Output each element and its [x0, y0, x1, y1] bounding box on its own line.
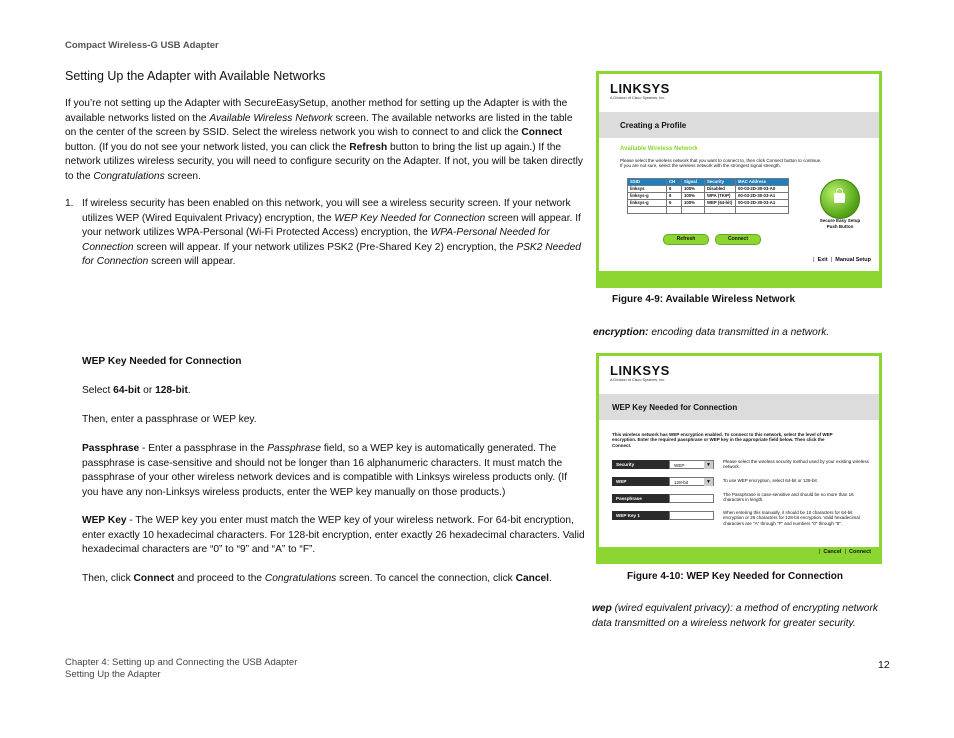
glossary-wep: wep (wired equivalent privacy): a method of encrypting network data transmitted on a wireless network for greater security.: [592, 603, 878, 629]
screen-instructions: This wireless network has WEP encryption enabled. To connect to this network, select the level of WEP encryption. Enter the required passphrase or WEP key in the appropriate field below. Then click the Connect.: [612, 432, 833, 448]
document-header: Compact Wireless-G USB Adapter: [65, 40, 219, 51]
security-label: Security: [612, 460, 669, 469]
lock-icon: [834, 193, 845, 203]
intro-paragraph: If you’re not setting up the Adapter with SecureEasySetup, another method for setting up the Adapter is with the available networks listed on the Available Wireless Network screen. The available networks are listed in the table on the center of the screen by SSID. Select the wireless network you wish to connect to and click the Connect button. (If you do not see your network listed, you can click the Refresh button to bring the list up again.) If the network utilizes wireless security, you will need to configure security on the Adapter. If not, you will be taken directly to the Congratulations screen.: [65, 98, 583, 182]
security-select[interactable]: WEP ▼: [669, 460, 714, 469]
title-band: [599, 394, 879, 420]
glossary-encryption: encryption: encoding data transmitted in a network.: [593, 327, 830, 338]
ses-label: Secure Easy Setup Push Button: [819, 218, 861, 229]
table-row[interactable]: linksys-g 6 100% WPA (TKIP) 00-03-2D-30-03-A1: [628, 193, 789, 200]
passphrase-label: Passphrase: [612, 494, 669, 503]
figure-caption: Figure 4-10: WEP Key Needed for Connection: [627, 571, 843, 582]
chevron-down-icon: ▼: [704, 478, 713, 486]
wep-key-input[interactable]: [669, 511, 714, 520]
chevron-down-icon: ▼: [704, 461, 713, 469]
section-title: Setting Up the Adapter with Available Networks: [65, 69, 326, 83]
footer-links: | Cancel | Connect: [818, 549, 871, 555]
table-row[interactable]: linksys-g 6 100% WEP (64-bit) 00-03-2D-30-03-A1: [628, 200, 789, 207]
connect-instruction: Then, click Connect and proceed to the Congratulations screen. To cancel the connection, click Cancel.: [82, 573, 552, 584]
screen-title: WEP Key Needed for Connection: [612, 403, 738, 412]
footer-links: | Exit | Manual Setup: [813, 257, 871, 263]
column-header: SSID: [628, 179, 667, 186]
wep-heading: WEP Key Needed for Connection: [82, 356, 242, 367]
column-header: Signal: [682, 179, 705, 186]
passphrase-input[interactable]: [669, 494, 714, 503]
connect-link[interactable]: Connect: [849, 549, 871, 555]
cancel-link[interactable]: Cancel: [823, 549, 842, 555]
help-wep-key: When entering this manually, it should be 10 characters for 64-bit encryption or 26 characters for 128-bit encryption. Valid hexadecimal characters are "A" through "F" and numbers "0" through "9".: [723, 510, 860, 526]
table-header-row: [628, 179, 789, 186]
help-security: Please select the wireless security method used by your existing wireless network.: [723, 459, 869, 470]
linksys-logo: LINKSYS: [610, 81, 670, 96]
footer-bar: [599, 271, 879, 285]
screen-title: Creating a Profile: [620, 121, 687, 130]
wep-key-paragraph: WEP Key - The WEP key you enter must match the WEP key of your wireless network. For 64-bit encryption, enter exactly 10 hexadecimal characters. For 128-bit encryption, enter exactly 26 hexadecimal characters. Valid hexadecimal characters are “0” to “9” and “A” to “F”.: [82, 515, 585, 556]
passphrase-paragraph: Passphrase - Enter a passphrase in the Passphrase field, so a WEP key is automatically generated. The passphrase is case-sensitive and should not be longer than 16 alphanumeric characters. It must match the passphrase of your other wireless network devices and is compatible with Linksys wireless products only. (If you have any non-Linksys wireless products, enter the WEP key manually on those products.): [82, 443, 568, 498]
wep-key-label: WEP Key 1: [612, 511, 669, 520]
linksys-logo-subtitle: A Division of Cisco Systems, Inc.: [610, 378, 666, 382]
page-footer: Chapter 4: Setting up and Connecting the USB Adapter Setting Up the Adapter: [65, 657, 298, 680]
wep-then-line: Then, enter a passphrase or WEP key.: [82, 414, 257, 425]
table-row[interactable]: linksys 6 100% Disabled 00-03-2D-30-03-A0: [628, 186, 789, 193]
list-number: 1.: [65, 198, 74, 209]
refresh-button[interactable]: Refresh: [663, 234, 709, 245]
manual-setup-link[interactable]: Manual Setup: [835, 257, 871, 263]
page-number: 12: [878, 659, 890, 671]
column-header: MAC Address: [736, 179, 789, 186]
linksys-logo: LINKSYS: [610, 363, 670, 378]
exit-link[interactable]: Exit: [817, 257, 828, 263]
screen-instructions: Please select the wireless network that you want to connect to, then click Connect button to continue. If you are not sure, select the wireless network with the strongest signal strength.: [620, 158, 822, 169]
wep-bit-select[interactable]: 128-bit ▼: [669, 477, 714, 486]
screen-subtitle: Available Wireless Network: [620, 146, 698, 152]
table-row: [628, 207, 789, 214]
column-header: CH: [667, 179, 682, 186]
help-passphrase: The Passphrase is case-sensitive and should be no more than 16 characters in length.: [723, 492, 854, 503]
connect-button[interactable]: Connect: [715, 234, 761, 245]
wep-select-line: Select 64-bit or 128-bit.: [82, 385, 191, 396]
column-header: Security: [705, 179, 736, 186]
secure-easy-setup-button[interactable]: [820, 179, 860, 219]
figure-available-wireless-network: [596, 71, 882, 288]
figure-wep-key-needed: [596, 353, 882, 564]
list-item-text: If wireless security has been enabled on this network, you will see a wireless security screen. If your network utilizes WEP (Wired Equivalent Privacy) encryption, the WEP Key Needed for Connection screen will appear. If your network utilizes WPA-Personal (Wi-Fi Protected Access) encryption, the WPA-Personal Needed for Connection screen will appear. If your network utilizes PSK2 (Pre-Shared Key 2) encryption, the PSK2 Needed for Connection screen will appear.: [82, 198, 581, 268]
help-wep: To use WEP encryption, select 64-bit or 128-bit: [723, 478, 817, 483]
linksys-logo-subtitle: A Division of Cisco Systems, Inc.: [610, 96, 666, 100]
networks-table: [627, 178, 789, 214]
title-band: [599, 112, 879, 138]
wep-label: WEP: [612, 477, 669, 486]
figure-caption: Figure 4-9: Available Wireless Network: [612, 294, 796, 305]
